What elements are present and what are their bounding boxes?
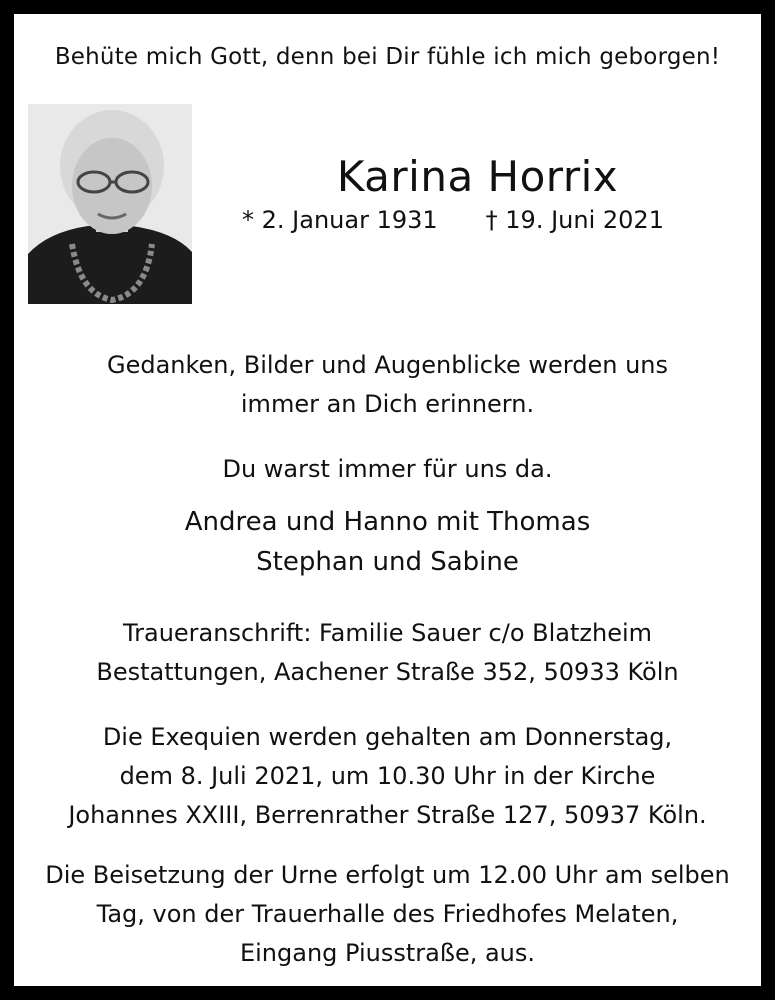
thanks-line: Du warst immer für uns da. (222, 455, 553, 483)
thanks-text (14, 450, 761, 489)
birth-date: * 2. Januar 1931 (242, 206, 438, 234)
mourner-line: Stephan und Sabine (256, 547, 519, 577)
memory-line: immer an Dich erinnern. (240, 390, 535, 418)
mourning-address (14, 614, 761, 692)
memory-line: Gedanken, Bilder und Augenblicke werden uns (106, 351, 669, 379)
service-info (14, 718, 761, 835)
service-line: dem 8. Juli 2021, um 10.30 Uhr in der Kirche (119, 762, 656, 790)
deceased-name: Karina Horrix (336, 152, 619, 201)
burial-line: Eingang Piusstraße, aus. (239, 939, 536, 967)
memory-text (14, 346, 761, 424)
burial-info (14, 856, 761, 973)
address-line: Traueranschrift: Familie Sauer c/o Blatzheim (122, 619, 653, 647)
mourner-line: Andrea und Hanno mit Thomas (184, 507, 591, 537)
burial-line: Die Beisetzung der Urne erfolgt um 12.00 Uhr am selben (45, 861, 730, 889)
portrait-photo (28, 104, 192, 304)
burial-line: Tag, von der Trauerhalle des Friedhofes Melaten, (96, 900, 679, 928)
life-dates (242, 206, 664, 234)
motto-line: Behüte mich Gott, denn bei Dir fühle ich mich geborgen! (54, 44, 721, 70)
mourners-list (14, 502, 761, 582)
death-date: † 19. Juni 2021 (485, 206, 664, 234)
service-line: Die Exequien werden gehalten am Donnerstag, (102, 723, 673, 751)
address-line: Bestattungen, Aachener Straße 352, 50933 Köln (96, 658, 679, 686)
service-line: Johannes XXIII, Berrenrather Straße 127, 50937 Köln. (68, 801, 707, 829)
